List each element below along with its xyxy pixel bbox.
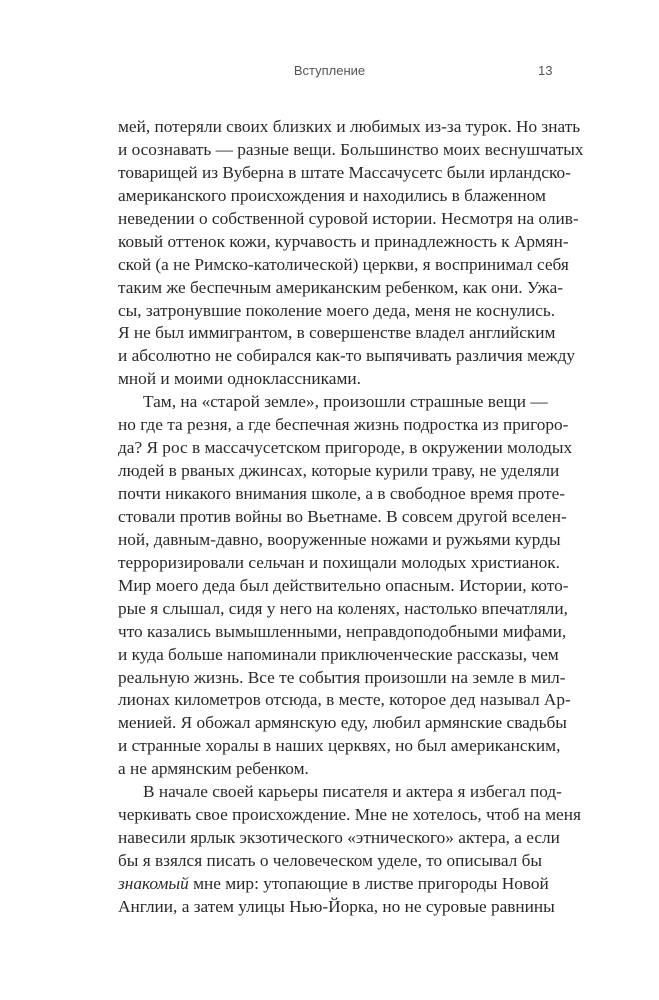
text-line: почти никакого внимания школе, а в свободное время проте-	[118, 484, 566, 503]
text-line: терроризировали сельчан и похищали молодых христианок.	[118, 552, 560, 572]
text-line: навесили ярлык экзотического «этнического» актера, а если	[118, 828, 560, 848]
text-line: неведении о собственной суровой истории. Несмотря на олив-	[118, 208, 579, 228]
text-line: лионах километров отсюда, в месте, которое дед называл Ар-	[118, 690, 571, 710]
emphasized-word: знакомый	[118, 873, 189, 893]
text-line: рые я слышал, сидя у него на коленях, настолько впечатляли,	[118, 598, 568, 618]
text-line: бы я взялся писать о человеческом уделе, то описывал бы	[118, 851, 543, 870]
text-line: и странные хоралы в наших церквях, но был американским,	[118, 736, 561, 756]
text-line: менией. Я обожал армянскую еду, любил армянские свадьбы	[118, 713, 567, 733]
text-line: стовали против войны во Вьетнаме. В совсем другой вселен-	[118, 506, 567, 526]
text-line: Я не был иммигрантом, в совершенстве владел английским	[118, 323, 556, 343]
text-line: В начале своей карьеры писателя и актера я избегал под-	[143, 782, 562, 802]
text-line: черкивать свое происхождение. Мне не хотелось, чтоб на меня	[118, 805, 581, 825]
text-line: да? Я рос в массачусетском пригороде, в окружении молодых	[118, 438, 573, 458]
text-line	[118, 873, 549, 896]
page-number: 13	[538, 63, 553, 78]
text-line: сы, затронувшие поколение моего деда, меня не коснулись.	[118, 300, 556, 320]
body-text	[118, 116, 584, 919]
text-line: таким же беспечным американским ребенком, как они. Ужа-	[118, 277, 564, 297]
text-line: и осознавать — разные вещи. Большинство моих веснушчатых	[118, 139, 584, 159]
text-line: реальную жизнь. Все те события произошли на земле в мил-	[118, 667, 566, 687]
text-line: мей, потеряли своих близких и любимых из-за турок. Но знать	[118, 117, 581, 136]
text-span: мне мир: утопающие в листве пригороды Новой	[188, 873, 549, 893]
text-line: а не армянским ребенком.	[118, 759, 309, 779]
text-line: и абсолютно не собирался как-то выпячивать различия между	[118, 346, 576, 366]
text-line: но где та резня, а где беспечная жизнь подростка из пригоро-	[118, 415, 569, 435]
text-line: что казались вымышленными, неправдоподобными мифами,	[118, 621, 567, 641]
text-line: людей в рваных джинсах, которые курили траву, не уделяли	[118, 461, 560, 481]
text-line: ской (а не Римско-католической) церкви, я воспринимал себя	[118, 254, 569, 274]
text-line: товарищей из Вуберна в штате Массачусетс были ирландско-	[118, 162, 571, 182]
text-line: ковый оттенок кожи, курчавость и принадлежность к Армян-	[118, 231, 569, 251]
text-line: Англии, а затем улицы Нью-Йорка, но не суровые равнины	[118, 896, 555, 916]
text-line: Там, на «старой земле», произошли страшные вещи —	[143, 392, 548, 412]
running-header-title: Вступление	[293, 63, 366, 78]
text-line: мной и моими одноклассниками.	[118, 369, 361, 389]
text-line: и куда больше напоминали приключенческие рассказы, чем	[118, 644, 559, 664]
text-line: американского происхождения и находились в блаженном	[118, 185, 546, 205]
text-line: ной, давным-давно, вооруженные ножами и ружьями курды	[118, 529, 561, 549]
text-line: Мир моего деда был действительно опасным. Истории, кото-	[118, 575, 569, 595]
